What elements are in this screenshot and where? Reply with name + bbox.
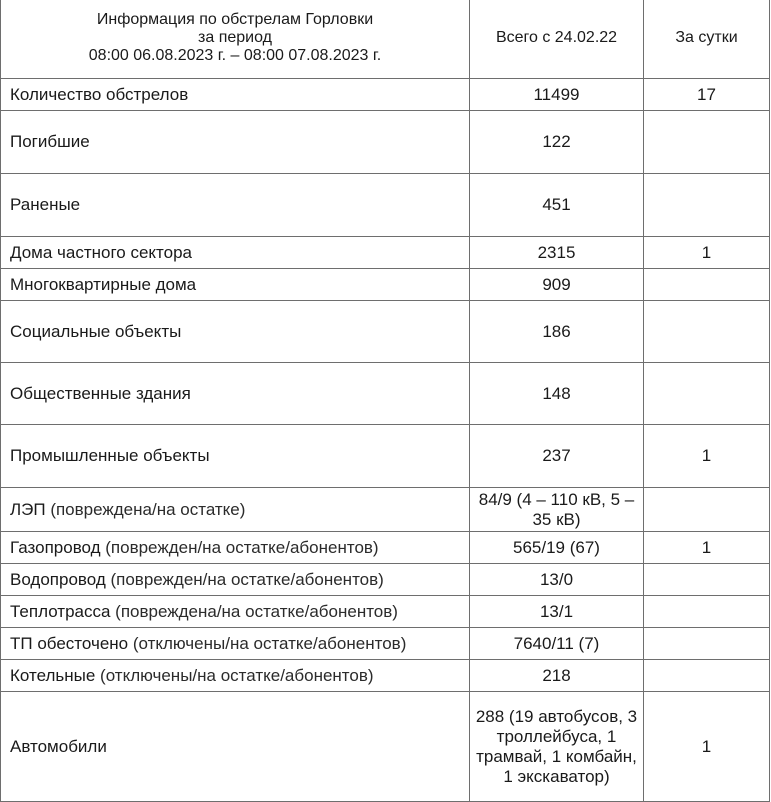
row-total-value: 218 xyxy=(470,660,644,692)
row-total-value: 11499 xyxy=(470,79,644,111)
row-label: ЛЭП xyxy=(10,499,46,519)
row-total-value: 148 xyxy=(470,363,644,425)
table-row xyxy=(1,237,770,269)
row-note: (поврежден/на остатке/абонентов) xyxy=(105,569,384,589)
table-row xyxy=(1,425,770,488)
row-label: Автомобили xyxy=(10,736,107,756)
row-label: Раненые xyxy=(10,195,81,214)
row-total-value: 13/1 xyxy=(470,596,644,628)
row-label-cell xyxy=(1,363,470,425)
row-label: Социальные объекты xyxy=(10,321,182,341)
row-total-value: 288 (19 автобусов, 3 троллейбуса, 1 трамвай, 1 комбайн, 1 экскаватор) xyxy=(470,692,644,802)
row-day-value xyxy=(644,660,770,692)
row-label-cell xyxy=(1,425,470,488)
row-total-value: 7640/11 (7) xyxy=(470,628,644,660)
row-day-value xyxy=(644,628,770,660)
table-title-line2: за период xyxy=(198,29,272,46)
row-label-cell xyxy=(1,564,470,596)
column-header-total: Всего с 24.02.22 xyxy=(470,0,644,79)
row-note: (отключены/на остатке/абонентов) xyxy=(128,633,407,653)
row-label-cell xyxy=(1,660,470,692)
table-row xyxy=(1,628,770,660)
row-label: Многоквартирные дома xyxy=(10,274,197,294)
row-day-value xyxy=(644,488,770,532)
row-label-cell xyxy=(1,628,470,660)
table-row xyxy=(1,301,770,363)
row-label-cell xyxy=(1,269,470,301)
table-row xyxy=(1,564,770,596)
row-total-value: 565/19 (67) xyxy=(470,532,644,564)
row-note: (поврежден/на остатке/абонентов) xyxy=(100,537,379,557)
row-label: Количество обстрелов xyxy=(10,84,189,104)
row-note: (повреждена/на остатке) xyxy=(45,499,246,519)
row-label: Котельные xyxy=(10,665,96,685)
row-label: Погибшие xyxy=(10,132,90,151)
row-label-cell xyxy=(1,111,470,174)
row-total-value: 186 xyxy=(470,301,644,363)
row-label: Дома частного сектора xyxy=(10,242,193,262)
row-label: Газопровод xyxy=(10,537,101,557)
row-day-value xyxy=(644,111,770,174)
table-row xyxy=(1,692,770,802)
row-label-cell xyxy=(1,488,470,532)
table-row xyxy=(1,269,770,301)
table-row xyxy=(1,174,770,237)
row-label-cell xyxy=(1,237,470,269)
table-header-row xyxy=(1,0,770,79)
table-title-line1: Информация по обстрелам Горловки xyxy=(96,11,374,28)
row-label-cell xyxy=(1,532,470,564)
row-label: Промышленные объекты xyxy=(10,446,210,465)
row-label: Общественные здания xyxy=(10,383,191,403)
row-day-value xyxy=(644,596,770,628)
row-note: (отключены/на остатке/абонентов) xyxy=(95,665,374,685)
row-total-value: 451 xyxy=(470,174,644,237)
row-total-value: 237 xyxy=(470,425,644,488)
row-day-value: 1 xyxy=(644,425,770,488)
table-row xyxy=(1,363,770,425)
row-total-value: 13/0 xyxy=(470,564,644,596)
row-day-value xyxy=(644,301,770,363)
row-day-value xyxy=(644,174,770,237)
table-title-period: 08:00 06.08.2023 г. – 08:00 07.08.2023 г. xyxy=(88,47,382,64)
row-label: Теплотрасса xyxy=(10,601,111,621)
row-day-value xyxy=(644,363,770,425)
table-row xyxy=(1,660,770,692)
table-row xyxy=(1,532,770,564)
table-row xyxy=(1,488,770,532)
row-label-cell xyxy=(1,79,470,111)
row-day-value: 1 xyxy=(644,532,770,564)
row-total-value: 122 xyxy=(470,111,644,174)
table-row xyxy=(1,111,770,174)
row-total-value: 84/9 (4 – 110 кВ, 5 – 35 кВ) xyxy=(470,488,644,532)
row-label: ТП обесточено xyxy=(10,633,129,653)
row-label: Водопровод xyxy=(10,569,106,589)
table-row xyxy=(1,596,770,628)
row-note: (повреждена/на остатке/абонентов) xyxy=(110,601,398,621)
column-header-day: За сутки xyxy=(644,0,770,79)
row-day-value: 17 xyxy=(644,79,770,111)
row-day-value: 1 xyxy=(644,237,770,269)
row-total-value: 2315 xyxy=(470,237,644,269)
row-day-value: 1 xyxy=(644,692,770,802)
table-row xyxy=(1,79,770,111)
row-label-cell xyxy=(1,174,470,237)
row-label-cell xyxy=(1,692,470,802)
table-title-cell xyxy=(1,0,470,79)
row-day-value xyxy=(644,269,770,301)
row-day-value xyxy=(644,564,770,596)
row-label-cell xyxy=(1,596,470,628)
row-total-value: 909 xyxy=(470,269,644,301)
row-label-cell xyxy=(1,301,470,363)
